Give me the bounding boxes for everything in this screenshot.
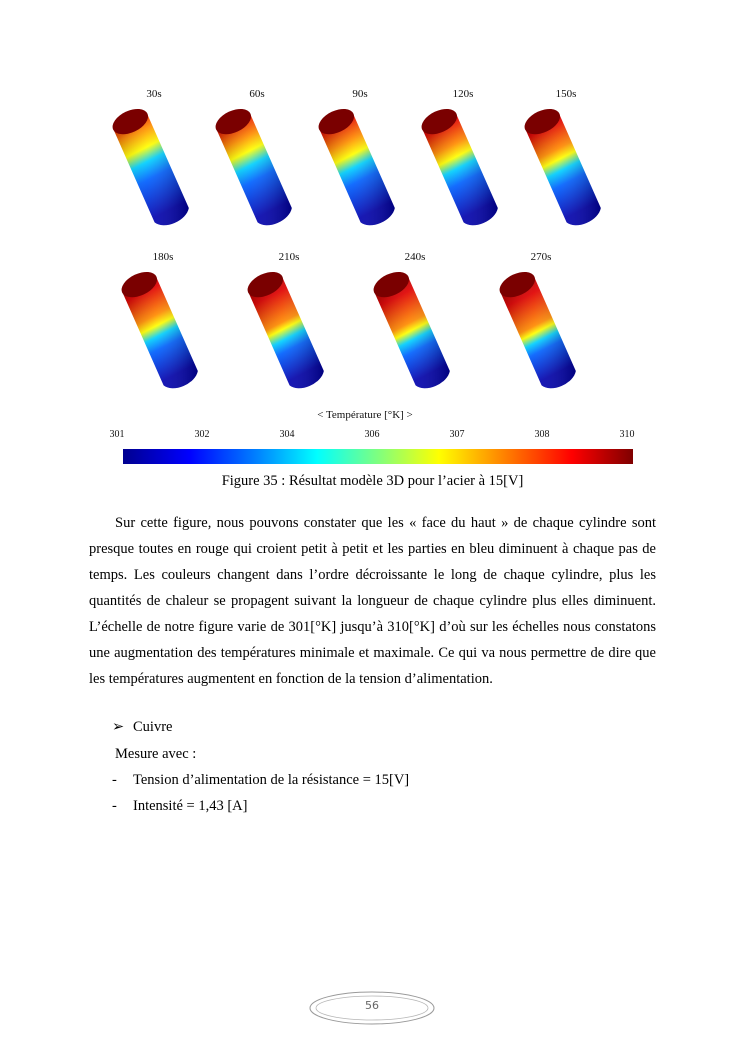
temperature-figure bbox=[100, 82, 645, 472]
page-number: 56 bbox=[365, 999, 379, 1012]
list-item bbox=[112, 770, 409, 790]
cylinder-time-label: 210s bbox=[278, 251, 300, 263]
cylinder-render bbox=[493, 265, 583, 405]
cylinder-time-label: 150s bbox=[555, 88, 577, 100]
cylinder-render bbox=[106, 102, 196, 242]
figure-caption: Figure 35 : Résultat modèle 3D pour l’acier à 15[V] bbox=[221, 473, 524, 489]
colorbar-tick: 310 bbox=[619, 429, 635, 440]
dash-bullet: - bbox=[112, 798, 117, 814]
section-heading bbox=[112, 717, 172, 737]
cylinder-render bbox=[115, 265, 205, 405]
colorbar-title: < Température [°K] > bbox=[317, 409, 413, 421]
cylinder-render bbox=[415, 102, 505, 242]
dash-bullet: - bbox=[112, 772, 117, 788]
page-number-badge bbox=[308, 990, 436, 1026]
cylinder-render bbox=[241, 265, 331, 405]
colorbar-tick: 301 bbox=[109, 429, 125, 440]
list-item-text: Intensité = 1,43 [A] bbox=[133, 798, 248, 814]
cylinder-time-label: 120s bbox=[452, 88, 474, 100]
list-item-text: Tension d’alimentation de la résistance = 15[V] bbox=[133, 772, 410, 788]
cylinder-time-label: 30s bbox=[146, 88, 162, 100]
colorbar-gradient bbox=[123, 449, 633, 464]
cylinder-time-label: 180s bbox=[152, 251, 174, 263]
cylinder-time-label: 60s bbox=[249, 88, 265, 100]
cylinder-render bbox=[312, 102, 402, 242]
section-title: Cuivre bbox=[133, 719, 173, 735]
colorbar-tick: 304 bbox=[279, 429, 295, 440]
colorbar-tick: 302 bbox=[194, 429, 210, 440]
list-item bbox=[112, 796, 248, 816]
colorbar-tick: 308 bbox=[534, 429, 550, 440]
cylinder-render bbox=[518, 102, 608, 242]
colorbar-tick: 306 bbox=[364, 429, 380, 440]
cylinder-time-label: 270s bbox=[530, 251, 552, 263]
cylinder-render bbox=[367, 265, 457, 405]
cylinder-render bbox=[209, 102, 299, 242]
body-paragraph: Sur cette figure, nous pouvons constater que les « face du haut » de chaque cylindre sont presque toutes en rouge qui croient petit à petit et les parties en bleu diminuent à chaque pas de temps. Les couleurs changent dans l’ordre décroissante le long de chaque cylindre, plus les quantités de chaleur se propagent suivant la longueur de chaque cylindre plus elles diminuent. L’échelle de notre figure varie de 301[°K] jusqu’à 310[°K] d’où sur les échelles nous constatons une augmentation des températures minimale et maximale. Ce qui va nous permettre de dire que les températures augmentent en fonction de la tension d’alimentation. bbox=[89, 515, 656, 687]
measure-label: Mesure avec : bbox=[115, 746, 197, 762]
arrow-bullet-icon: ➢ bbox=[112, 719, 125, 735]
cylinder-time-label: 240s bbox=[404, 251, 426, 263]
cylinder-time-label: 90s bbox=[352, 88, 368, 100]
colorbar-tick: 307 bbox=[449, 429, 465, 440]
